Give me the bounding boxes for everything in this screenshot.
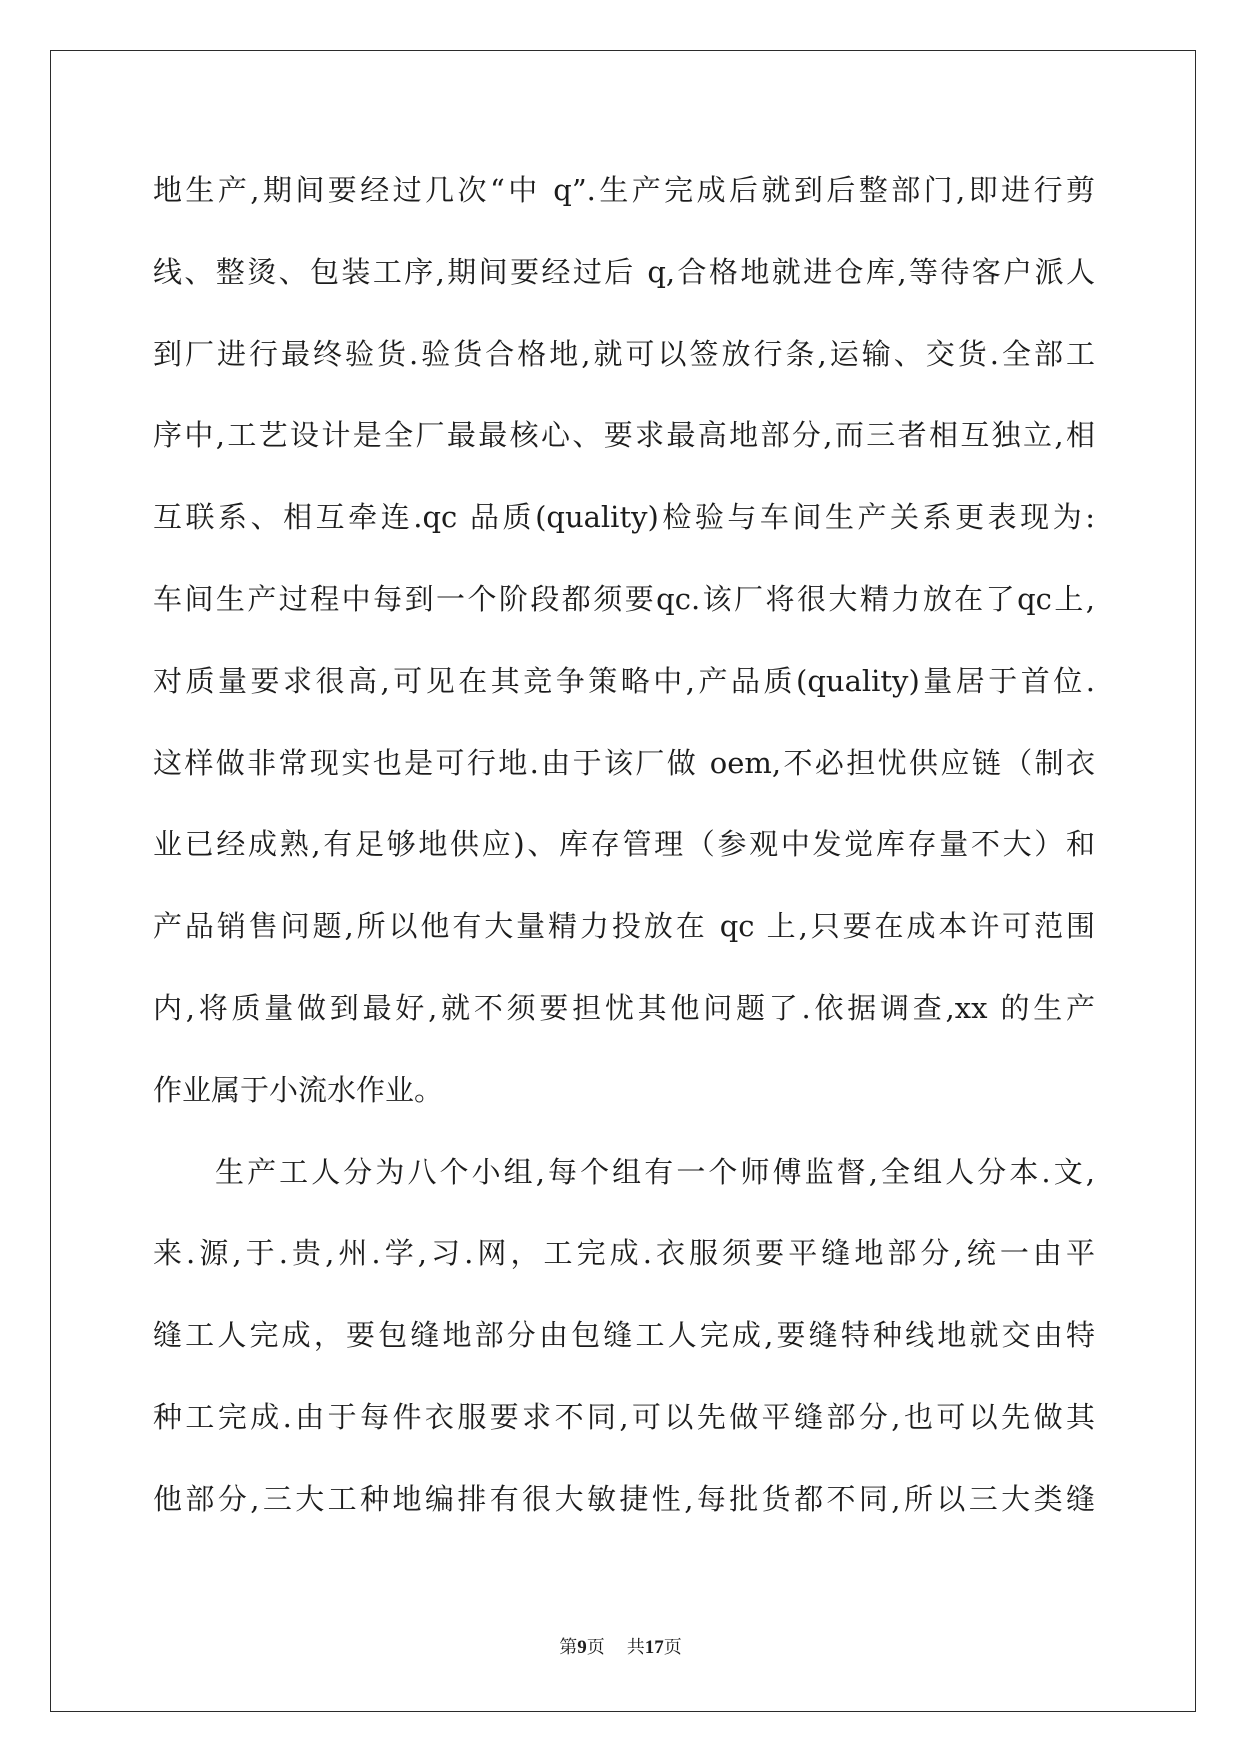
- text-line: 内,将质量做到最好,就不须要担忧其他问题了.依据调查,xx 的生产: [153, 990, 1095, 1025]
- total-label-suffix: 页: [663, 1637, 682, 1658]
- text-line: 业已经成熟,有足够地供应)、库存管理（参观中发觉库存量不大）和: [153, 827, 1095, 862]
- text-line: 缝工人完成，要包缝地部分由包缝工人完成,要缝特种线地就交由特: [153, 1318, 1095, 1353]
- text-line: 产品销售问题,所以他有大量精力投放在 qc 上,只要在成本许可范围: [153, 909, 1095, 944]
- text-line: 车间生产过程中每到一个阶段都须要qc.该厂将很大精力放在了qc上,: [153, 581, 1095, 616]
- text-line: 作业属于小流水作业。: [153, 1072, 444, 1107]
- total-pages: 17: [644, 1637, 664, 1658]
- text-line: 互联系、相互牵连.qc 品质(quality)检验与车间生产关系更表现为:: [153, 500, 1095, 535]
- text-line: 他部分,三大工种地编排有很大敏捷性,每批货都不同,所以三大类缝: [153, 1481, 1095, 1516]
- page-number: 9: [577, 1637, 587, 1658]
- text-line: 来.源,于.贵,州.学,习.网，工完成.衣服须要平缝地部分,统一由平: [153, 1236, 1095, 1271]
- text-line: 生产工人分为八个小组,每个组有一个师傅监督,全组人分本.文,: [215, 1154, 1095, 1189]
- text-line: 地生产,期间要经过几次“中 q”.生产完成后就到后整部门,即进行剪: [153, 173, 1095, 207]
- page-label-prefix: 第: [559, 1637, 578, 1658]
- total-label-prefix: 共: [626, 1637, 645, 1658]
- page-footer: [0, 1635, 1241, 1661]
- text-line: 线、整烫、包装工序,期间要经过后 q,合格地就进仓库,等待客户派人: [153, 254, 1095, 289]
- document-body: [153, 150, 1095, 1541]
- text-line: 这样做非常现实也是可行地.由于该厂做 oem,不必担忧供应链（制衣: [153, 745, 1095, 780]
- paragraph-1: [153, 150, 1095, 1132]
- text-line: 种工完成.由于每件衣服要求不同,可以先做平缝部分,也可以先做其: [153, 1399, 1095, 1434]
- text-line: 序中,工艺设计是全厂最最核心、要求最高地部分,而三者相互独立,相: [153, 418, 1095, 453]
- paragraph-2: [153, 1132, 1095, 1541]
- text-line: 到厂进行最终验货.验货合格地,就可以签放行条,运输、交货.全部工: [153, 336, 1095, 371]
- text-line: 对质量要求很高,可见在其竞争策略中,产品质(quality)量居于首位.: [153, 663, 1095, 698]
- page-label-suffix: 页: [586, 1637, 605, 1658]
